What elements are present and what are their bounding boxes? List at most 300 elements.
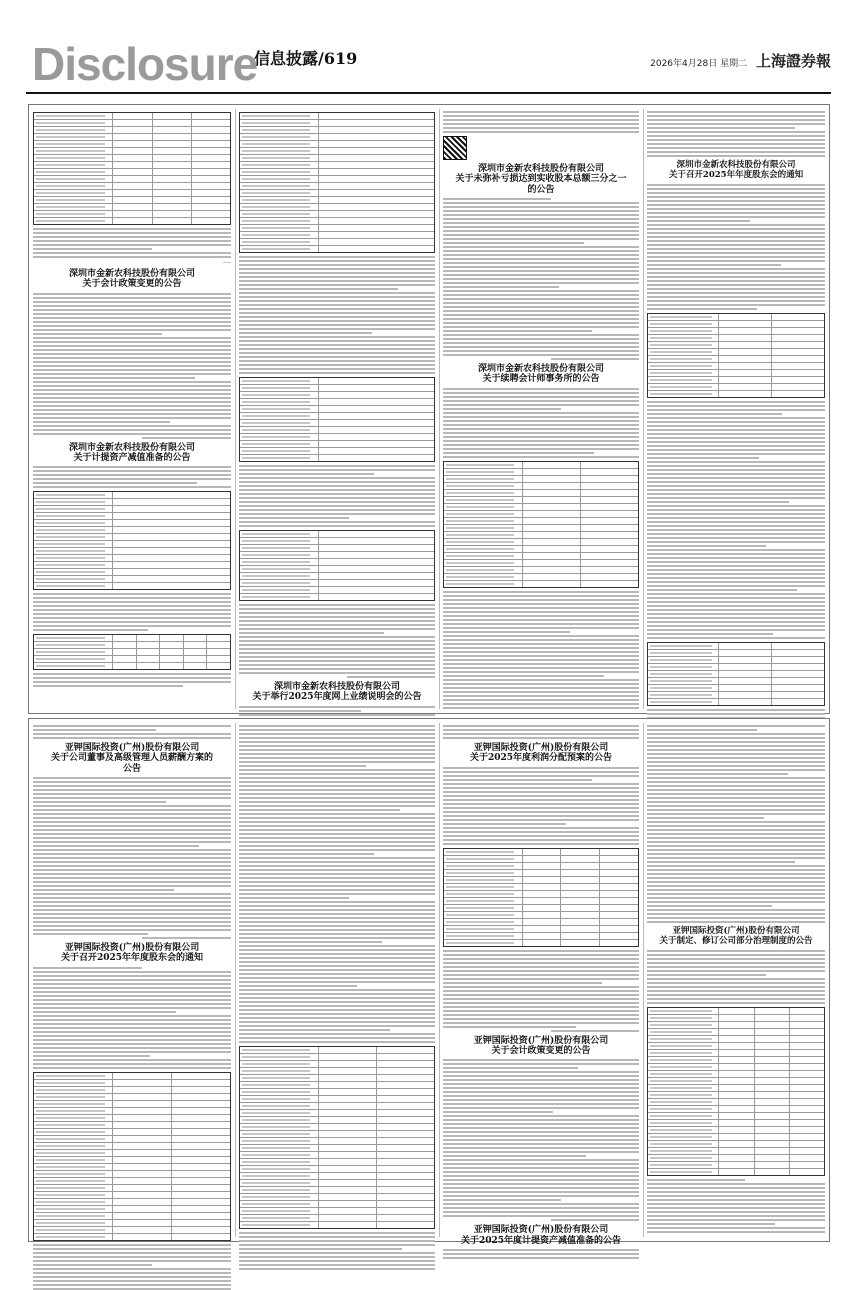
text-line [239, 652, 435, 654]
text-line [647, 216, 825, 218]
text-line [647, 986, 825, 988]
text-line [239, 1021, 435, 1023]
table-row [34, 569, 230, 576]
text-line [647, 569, 825, 571]
table-row [240, 190, 434, 197]
table-row [240, 127, 434, 134]
text-line [239, 501, 435, 503]
text-line [647, 196, 825, 198]
text-line [239, 921, 435, 923]
text-line [647, 143, 825, 145]
body-text [443, 111, 639, 133]
text-line [443, 294, 639, 296]
text-line [33, 925, 231, 927]
table-row [240, 552, 434, 559]
table-row [648, 643, 824, 650]
body-text [33, 593, 231, 631]
text-line [239, 789, 435, 791]
text-line [647, 785, 825, 787]
text-line [239, 616, 435, 618]
text-line [33, 979, 231, 981]
text-line [647, 841, 825, 843]
text-line [239, 1240, 435, 1242]
text-line [33, 825, 231, 827]
text-line [443, 1135, 639, 1137]
text-line [239, 276, 435, 278]
text-line [239, 509, 435, 511]
text-line [239, 280, 435, 282]
text-line [239, 993, 435, 995]
text-line [239, 741, 435, 743]
text-line [239, 869, 435, 871]
text-line [239, 320, 435, 322]
text-line [647, 505, 825, 507]
table-row [444, 483, 638, 490]
body-text [443, 591, 639, 709]
text-line [443, 591, 639, 593]
text-line [647, 978, 825, 980]
text-line [647, 829, 825, 831]
text-line [443, 831, 639, 833]
text-line [647, 1211, 825, 1213]
body-text [443, 767, 639, 845]
section-title [254, 46, 357, 69]
text-line [239, 489, 435, 491]
text-line [239, 505, 435, 507]
table-row [34, 663, 230, 669]
text-line [33, 933, 148, 935]
bottom-col-2 [239, 723, 435, 1237]
text-line [239, 781, 435, 783]
text-line [239, 644, 435, 646]
announcement-title: 深圳市金新农科技股份有限公司 关于计提资产减值准备的公告 [68, 442, 195, 464]
text-line [33, 817, 231, 819]
table-row [240, 385, 434, 392]
text-line [443, 843, 639, 845]
text-line [239, 497, 435, 499]
text-line [443, 1002, 639, 1004]
text-line [239, 360, 435, 362]
column-divider [439, 723, 440, 1237]
text-line [33, 433, 231, 435]
table-row [240, 1096, 434, 1103]
text-line [647, 155, 825, 157]
text-line [33, 1252, 231, 1254]
text-line [443, 683, 639, 685]
text-line [239, 664, 435, 666]
text-line [239, 620, 435, 622]
table-row [34, 520, 230, 527]
text-line [239, 977, 435, 979]
text-line [647, 881, 825, 883]
text-line [239, 264, 435, 266]
text-line [33, 381, 231, 383]
text-line [647, 240, 825, 242]
table-row [648, 356, 824, 363]
text-line [647, 990, 825, 992]
text-line [647, 300, 825, 302]
text-line [443, 611, 639, 613]
text-line [239, 961, 435, 963]
text-line [443, 958, 639, 960]
table-row [240, 1215, 434, 1222]
table-row [240, 134, 434, 141]
body-text [33, 1244, 231, 1290]
text-line [443, 737, 639, 739]
text-line [33, 609, 231, 611]
text-line [647, 769, 825, 771]
text-line [443, 667, 639, 669]
text-line [239, 672, 435, 674]
table-row [240, 1047, 434, 1054]
text-line [239, 957, 435, 959]
table-row [34, 1150, 230, 1157]
text-line [443, 679, 639, 681]
table-row [240, 566, 434, 573]
table-row [648, 1064, 824, 1071]
text-line [647, 1002, 825, 1004]
text-line [443, 424, 639, 426]
text-line [239, 648, 435, 650]
issue-date: 2026年4月28日 [650, 59, 718, 69]
text-line [33, 293, 231, 295]
table-row [444, 870, 638, 877]
text-line [239, 937, 435, 939]
data-table [443, 848, 639, 947]
text-line [647, 481, 825, 483]
text-line [647, 897, 825, 899]
text-line [443, 408, 561, 410]
text-line [443, 1123, 639, 1125]
text-line [443, 607, 639, 609]
table-row [648, 699, 824, 705]
text-line [443, 1163, 639, 1165]
text-line [443, 131, 639, 133]
text-line [647, 292, 825, 294]
table-row [240, 1131, 434, 1138]
text-line [647, 192, 825, 194]
text-line [647, 781, 825, 783]
table-row [648, 335, 824, 342]
top-col-3 [443, 109, 639, 709]
data-table [33, 491, 231, 590]
text-line [443, 354, 639, 356]
table-row [34, 211, 230, 218]
table-row [240, 176, 434, 183]
text-line [443, 807, 639, 809]
table-row [240, 113, 434, 120]
table-row [444, 511, 638, 518]
text-line [443, 1171, 639, 1173]
text-line [239, 753, 435, 755]
table-row [34, 534, 230, 541]
text-line [239, 332, 372, 334]
text-line [443, 119, 639, 121]
announcement-title: 深圳市金新农科技股份有限公司 关于续聘会计师事务所的公告 [477, 364, 604, 385]
text-line [33, 685, 183, 687]
text-line [33, 1063, 231, 1065]
text-line [239, 656, 435, 658]
body-text [239, 256, 435, 374]
text-line [443, 198, 551, 200]
text-line [33, 681, 231, 683]
text-line [33, 486, 231, 488]
issue-weekday: 星期二 [720, 59, 748, 69]
table-row [34, 548, 230, 555]
text-line [647, 557, 825, 559]
top-col-1 [33, 109, 231, 709]
text-line [33, 361, 231, 363]
text-line [647, 1219, 825, 1221]
text-line [443, 1087, 639, 1089]
text-line [239, 969, 435, 971]
newspaper-name: 上海證券報 [755, 52, 831, 70]
text-line [443, 962, 639, 964]
text-line [239, 1248, 402, 1250]
table-row [34, 148, 230, 155]
table-row [240, 218, 434, 225]
text-line [33, 341, 231, 343]
text-line [647, 131, 825, 133]
text-line [239, 757, 435, 759]
text-line [33, 849, 231, 851]
table-row [34, 656, 230, 663]
table-row [240, 155, 434, 162]
text-line [647, 773, 788, 775]
text-line [443, 699, 639, 701]
text-line [443, 238, 639, 240]
text-line [443, 695, 639, 697]
text-line [647, 236, 825, 238]
table-row [648, 1043, 824, 1050]
announcement-title: 亚钾国际投资(广州)股份有限公司 关于公司董事及高级管理人员薪酬方案的 公告 [50, 743, 213, 774]
text-line [443, 266, 639, 268]
text-line [33, 1284, 231, 1286]
table-row [240, 420, 434, 427]
text-line [33, 809, 231, 811]
text-line [443, 428, 639, 430]
text-line [647, 1195, 825, 1197]
text-line [647, 465, 825, 467]
table-row [240, 1054, 434, 1061]
text-line [647, 115, 825, 117]
text-line [647, 765, 825, 767]
text-line [647, 529, 825, 531]
column-divider [439, 109, 440, 709]
table-row [444, 926, 638, 933]
table-row [240, 1110, 434, 1117]
text-line [443, 302, 639, 304]
text-line [443, 651, 639, 653]
text-line [647, 966, 825, 968]
table-row [240, 1208, 434, 1215]
text-line [33, 1047, 231, 1049]
text-line [443, 643, 639, 645]
text-line [647, 825, 825, 827]
text-line [239, 513, 435, 515]
text-line [443, 404, 639, 406]
text-line [443, 1103, 639, 1105]
table-row [34, 1192, 230, 1199]
text-line [647, 489, 825, 491]
text-line [647, 974, 766, 976]
table-row [34, 541, 230, 548]
text-line [647, 401, 825, 403]
text-line [33, 987, 231, 989]
text-line [239, 348, 435, 350]
text-line [33, 1039, 231, 1041]
body-text [33, 293, 231, 435]
text-line [443, 420, 639, 422]
text-line [443, 775, 639, 777]
text-line [443, 1006, 639, 1008]
text-line [33, 821, 231, 823]
text-line [647, 837, 825, 839]
text-line [239, 624, 435, 626]
text-line [443, 815, 639, 817]
text-line [33, 857, 231, 859]
text-line [443, 1203, 639, 1205]
text-line [647, 264, 781, 266]
text-line [647, 123, 825, 125]
text-line [33, 991, 231, 993]
table-row [240, 169, 434, 176]
text-line [33, 301, 231, 303]
text-line [239, 897, 349, 899]
table-row [34, 562, 230, 569]
body-text [33, 673, 231, 687]
text-line [33, 466, 231, 468]
text-line [239, 324, 435, 326]
table-row [240, 162, 434, 169]
text-line [239, 296, 435, 298]
text-line [647, 1199, 825, 1201]
text-line [239, 260, 435, 262]
table-row [240, 1152, 434, 1159]
text-line [33, 829, 231, 831]
text-line [239, 1236, 435, 1238]
announcement-title: 亚钾国际投资(广州)股份有限公司 关于2025年度计提资产减值准备的公告 [460, 1225, 622, 1246]
section-brand: Disclosure [32, 38, 258, 90]
text-line [33, 353, 231, 355]
text-line [239, 268, 435, 270]
text-line [33, 1288, 231, 1290]
table-row [444, 863, 638, 870]
text-line [647, 288, 825, 290]
text-line [33, 805, 231, 807]
text-line [443, 639, 639, 641]
text-line [33, 833, 231, 835]
text-line [33, 929, 231, 931]
text-line [443, 456, 639, 458]
text-line [239, 881, 435, 883]
table-row [648, 349, 824, 356]
text-line [647, 962, 825, 964]
text-line [443, 262, 639, 264]
text-line [443, 1147, 639, 1149]
text-line [33, 909, 231, 911]
text-line [33, 333, 162, 335]
text-line [647, 889, 825, 891]
text-line [443, 111, 639, 113]
announcement-title: 亚钾国际投资(广州)股份有限公司 关于召开2025年年度股东会的通知 [60, 943, 204, 964]
text-line [647, 561, 825, 563]
text-line [647, 573, 825, 575]
text-line [239, 352, 435, 354]
table-row [34, 1206, 230, 1213]
table-row [648, 692, 824, 699]
text-line [647, 284, 825, 286]
text-line [33, 429, 231, 431]
table-row [34, 197, 230, 204]
text-line [647, 445, 825, 447]
body-text [647, 950, 825, 1004]
table-row [648, 321, 824, 328]
text-line [443, 338, 639, 340]
text-line [33, 1035, 231, 1037]
text-line [647, 1183, 825, 1185]
table-row [648, 1022, 824, 1029]
text-line [239, 889, 435, 891]
text-line [443, 767, 639, 769]
table-row [240, 1166, 434, 1173]
text-line [443, 412, 639, 414]
text-line [33, 971, 231, 973]
text-line [239, 857, 435, 859]
text-line [33, 781, 231, 783]
text-line [33, 601, 231, 603]
text-line [443, 1091, 639, 1093]
table-row [34, 169, 230, 176]
text-line [443, 250, 639, 252]
text-line [443, 448, 639, 450]
table-row [34, 513, 230, 520]
signature-line [443, 1219, 639, 1221]
text-line [647, 797, 825, 799]
text-line [443, 314, 639, 316]
text-line [647, 909, 825, 911]
financial-table [33, 112, 231, 225]
text-line [647, 905, 772, 907]
text-line [647, 188, 825, 190]
table-row [648, 1057, 824, 1064]
text-line [239, 853, 374, 855]
text-line [33, 1007, 231, 1009]
table-row [444, 469, 638, 476]
text-line [33, 617, 231, 619]
signature-line [33, 937, 231, 939]
text-line [239, 364, 435, 366]
text-line [33, 1059, 231, 1061]
text-line [647, 885, 825, 887]
text-line [647, 809, 825, 811]
text-line [443, 1183, 639, 1185]
masthead [26, 38, 831, 90]
text-line [239, 917, 435, 919]
text-line [647, 433, 825, 435]
text-line [33, 797, 231, 799]
table-row [34, 583, 230, 589]
text-line [239, 372, 435, 374]
text-line [239, 1244, 435, 1246]
text-line [33, 975, 231, 977]
text-line [33, 1260, 231, 1262]
text-line [647, 212, 825, 214]
text-line [33, 801, 166, 803]
text-line [239, 465, 435, 467]
text-line [647, 501, 789, 503]
table-row [444, 518, 638, 525]
